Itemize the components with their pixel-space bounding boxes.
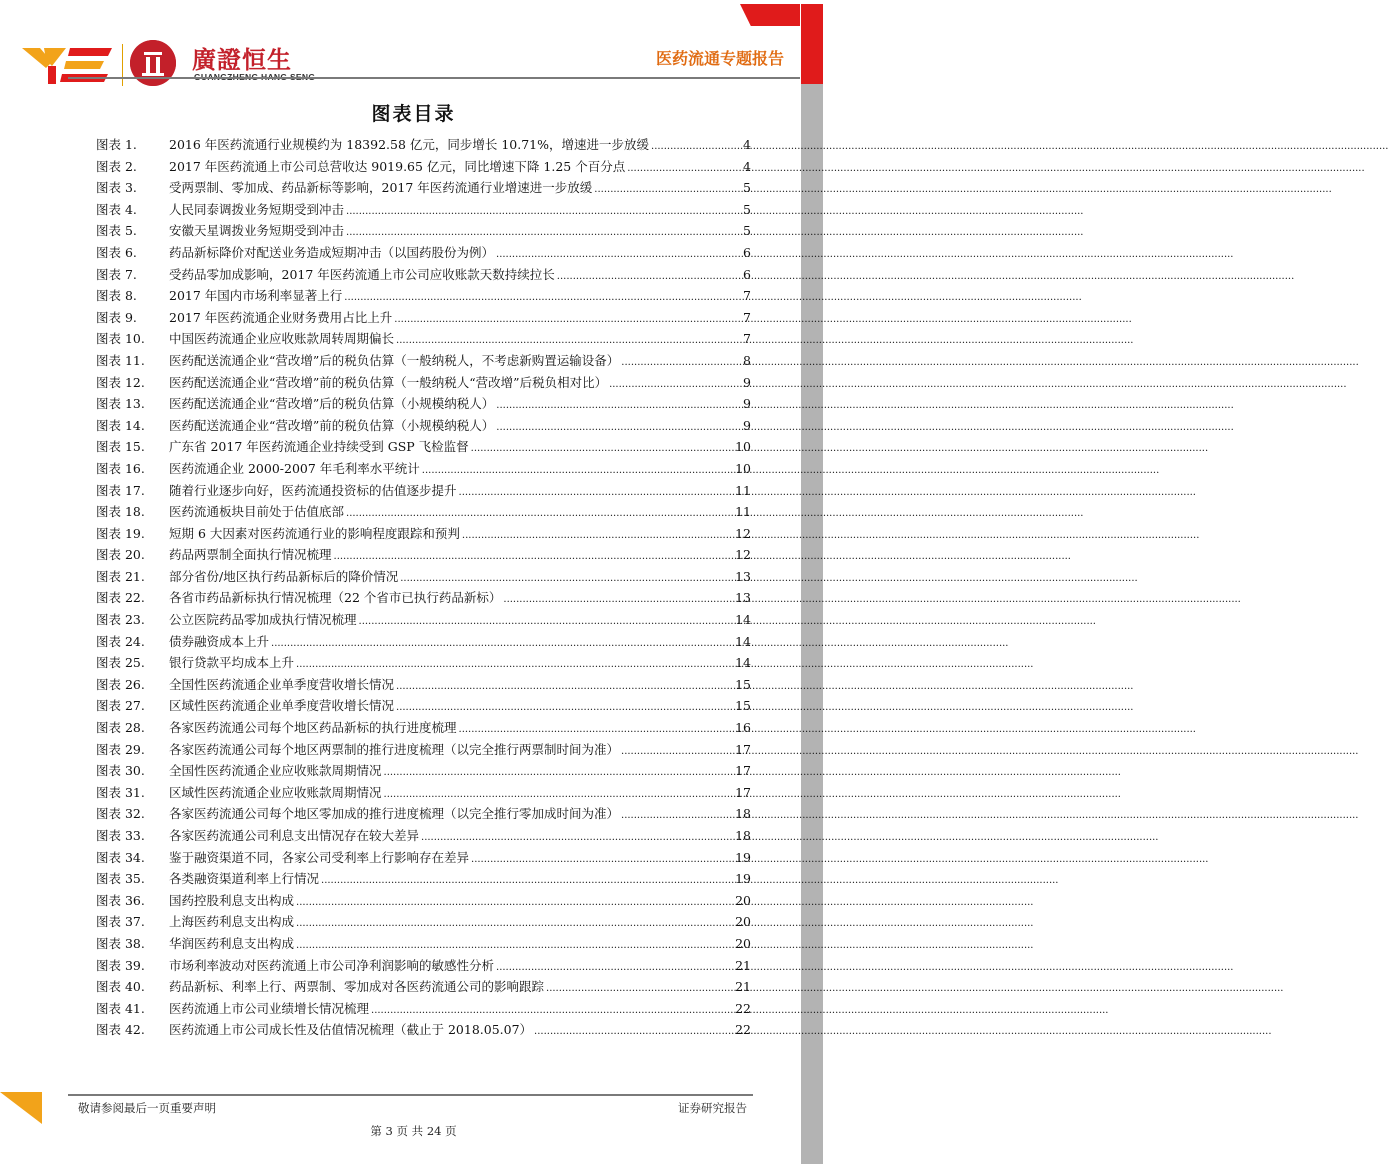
toc-entry-label: 图表 2.: [96, 158, 137, 174]
toc-entry-page: 5: [743, 223, 751, 239]
toc-entry-text: 医药配送流通企业“营改增”后的税负估算（小规模纳税人）: [169, 396, 495, 412]
toc-entry-leader: [534, 1019, 733, 1043]
toc-entry-text: 中国医药流通企业应收账款周转周期偏长: [169, 331, 395, 347]
toc-entry-label: 图表 41.: [96, 1000, 145, 1016]
toc-entry-leader: [496, 393, 739, 417]
toc-entry-label: 图表 37.: [96, 914, 145, 930]
toc-entry-label: 图表 16.: [96, 460, 145, 476]
page-title: 图表目录: [371, 103, 456, 125]
toc-entry-leader: [296, 911, 733, 935]
toc-entry-text: 国药控股利息支出构成: [169, 892, 295, 908]
toc-entry-label: 图表 8.: [96, 288, 137, 304]
toc-entry-text: 药品新标、利率上行、两票制、零加成对各医药流通公司的影响跟踪: [169, 979, 545, 995]
toc-entry-page: 12: [735, 525, 751, 541]
toc-entry-text: 药品新标降价对配送业务造成短期冲击（以国药股份为例）: [169, 244, 495, 260]
toc-entry-leader: [346, 199, 739, 223]
toc-entry-leader: [459, 717, 734, 741]
toc-entry-text: 债券融资成本上升: [169, 633, 270, 649]
toc-entry[interactable]: [96, 998, 751, 1020]
toc-entry-label: 图表 25.: [96, 655, 145, 671]
toc-entry-label: 图表 14.: [96, 417, 145, 433]
toc-entry-leader: [462, 523, 733, 547]
toc-entry-page: 7: [743, 288, 751, 304]
toc-entry[interactable]: [96, 220, 751, 242]
toc-entry[interactable]: [96, 199, 751, 221]
toc-entry-leader: [296, 652, 733, 676]
toc-entry-leader: [296, 933, 733, 957]
toc-entry[interactable]: [96, 242, 751, 264]
toc-entry-leader: [271, 631, 733, 655]
toc-entry-leader: [503, 587, 733, 611]
toc-entry-page: 4: [743, 158, 751, 174]
toc-entry-page: 18: [735, 828, 751, 843]
toc-entry-leader: [422, 458, 733, 482]
toc-entry-leader: [471, 436, 733, 460]
yf-logo-icon: [22, 44, 114, 86]
toc-entry-page: 5: [743, 180, 751, 196]
toc-entry-label: 图表 26.: [96, 676, 145, 692]
toc-entry-page: 17: [735, 784, 751, 800]
toc-entry[interactable]: [96, 933, 751, 955]
toc-entry-label: 图表 30.: [96, 763, 145, 779]
toc-entry-label: 图表 23.: [96, 612, 145, 628]
toc-entry-text: 受药品零加成影响，2017 年医药流通上市公司应收账款天数持续拉长: [169, 266, 555, 282]
toc-entry[interactable]: [96, 825, 751, 847]
toc-entry-page: 9: [743, 417, 751, 433]
toc-entry-label: 图表 1.: [96, 137, 137, 152]
toc-entry-text: 受两票制、零加成、药品新标等影响，2017 年医药流通行业增速进一步放缓: [169, 180, 593, 196]
report-type-title: 医药流通专题报告: [655, 49, 784, 68]
toc-entry-leader: [384, 760, 734, 784]
header-accent-bar: [801, 4, 823, 84]
toc-entry[interactable]: [96, 156, 751, 178]
toc-entry-page: 7: [743, 309, 751, 325]
toc-entry-text: 区域性医药流通企业单季度营收增长情况: [169, 698, 395, 714]
toc-entry-page: 20: [735, 914, 751, 930]
toc-entry-page: 14: [735, 633, 751, 649]
toc-entry[interactable]: [96, 976, 751, 998]
toc-entry[interactable]: [96, 415, 751, 437]
toc-entry-label: 图表 35.: [96, 871, 145, 887]
toc-entry[interactable]: [96, 760, 751, 782]
toc-entry[interactable]: [96, 458, 751, 480]
toc-entry-page: 15: [735, 698, 751, 714]
toc-entry[interactable]: [96, 372, 751, 394]
toc-entry-label: 图表 28.: [96, 720, 145, 736]
toc-entry-leader: [321, 868, 733, 892]
toc-entry[interactable]: [96, 587, 751, 609]
toc-entry-leader: [496, 955, 733, 979]
toc-entry-label: 图表 36.: [96, 892, 145, 908]
toc-entry-text: 鉴于融资渠道不同，各家公司受利率上行影响存在差异: [169, 849, 470, 865]
toc-entry-label: 图表 17.: [96, 482, 145, 498]
toc-entry-text: 医药流通上市公司成长性及估值情况梳理（截止于 2018.05.07）: [169, 1022, 533, 1038]
toc-entry-leader: [621, 803, 733, 827]
toc-entry-page: 5: [743, 201, 751, 217]
toc-entry-label: 图表 20.: [96, 547, 145, 563]
toc-entry-text: 药品两票制全面执行情况梳理: [169, 547, 332, 563]
toc-entry[interactable]: [96, 393, 751, 415]
toc-entry[interactable]: [96, 350, 751, 372]
toc-entry-leader: [621, 350, 739, 374]
toc-entry-text: 医药流通板块目前处于估值底部: [169, 504, 345, 520]
toc-entry[interactable]: [96, 177, 751, 199]
logo-divider: [122, 44, 123, 86]
toc-entry-leader: [459, 480, 734, 504]
toc-entry-leader: [557, 264, 739, 288]
toc-entry-text: 医药流通企业 2000-2007 年毛利率水平统计: [169, 460, 420, 476]
toc-entry-page: 22: [735, 1022, 751, 1038]
toc-entry-label: 图表 6.: [96, 244, 137, 260]
toc-entry-label: 图表 18.: [96, 504, 145, 520]
toc-entry-leader: [546, 976, 733, 1000]
toc-entry-page: 9: [743, 396, 751, 412]
toc-entry-text: 各类融资渠道利率上行情况: [169, 871, 320, 887]
toc-entry-leader: [621, 739, 733, 763]
header-corner-tag: [740, 4, 800, 26]
company-logo: [22, 40, 292, 92]
toc-entry-text: 短期 6 大因素对医药流通行业的影响程度跟踪和预判: [169, 525, 460, 541]
toc-entry-page: 22: [735, 1000, 751, 1016]
toc-entry[interactable]: [96, 134, 751, 156]
toc-entry-text: 银行贷款平均成本上升: [169, 655, 295, 671]
toc-entry-text: 全国性医药流通企业应收账款周期情况: [169, 763, 382, 779]
toc-entry-leader: [396, 328, 739, 352]
toc-entry-page: 16: [735, 720, 751, 736]
toc-entry-leader: [371, 998, 733, 1022]
footer-page-number: 第 3 页 共 24 页: [370, 1124, 457, 1138]
toc-entry-page: 20: [735, 935, 751, 951]
footer-divider: [68, 1094, 753, 1096]
toc-entry-label: 图表 7.: [96, 266, 137, 282]
toc-entry-leader: [346, 501, 733, 525]
toc-entry-label: 图表 3.: [96, 180, 137, 196]
toc-entry-text: 全国性医药流通企业单季度营收增长情况: [169, 676, 395, 692]
toc-entry-leader: [346, 220, 739, 244]
toc-entry-text: 各家医药流通公司利息支出情况存在较大差异: [169, 828, 420, 843]
toc-entry-leader: [296, 890, 733, 914]
toc-entry-page: 14: [735, 612, 751, 628]
toc-entry-label: 图表 21.: [96, 568, 145, 584]
toc-entry-text: 各家医药流通公司每个地区药品新标的执行进度梳理: [169, 720, 457, 736]
toc-entry-label: 图表 4.: [96, 201, 137, 217]
toc-entry-leader: [594, 177, 739, 201]
toc-entry-leader: [400, 566, 733, 590]
toc-entry-page: 17: [735, 763, 751, 779]
toc-entry-page: 10: [735, 460, 751, 476]
toc-entry-text: 医药流通上市公司业绩增长情况梳理: [169, 1000, 370, 1016]
toc-entry-page: 21: [735, 979, 751, 995]
toc-entry[interactable]: [96, 803, 751, 825]
toc-entry-page: 19: [735, 849, 751, 865]
toc-entry-label: 图表 32.: [96, 806, 145, 822]
toc-entry-page: 21: [735, 957, 751, 973]
toc-entry-text: 2017 年医药流通企业财务费用占比上升: [169, 309, 393, 325]
toc-entry-text: 2017 年医药流通上市公司总营收达 9019.65 亿元，同比增速下降 1.25 个百分点: [169, 158, 626, 174]
toc-entry-text: 各省市药品新标执行情况梳理（22 个省市已执行药品新标）: [169, 590, 502, 606]
toc-entry-text: 随着行业逐步向好，医药流通投资标的估值逐步提升: [169, 482, 457, 498]
toc-entry-leader: [396, 695, 733, 719]
toc-entry[interactable]: [96, 782, 751, 804]
toc-entry[interactable]: [96, 480, 751, 502]
toc-entry-leader: [496, 415, 739, 439]
toc-entry-text: 市场利率波动对医药流通上市公司净利润影响的敏感性分析: [169, 957, 495, 973]
toc-entry-leader: [609, 372, 739, 396]
toc-entry-page: 12: [735, 547, 751, 563]
toc-entry[interactable]: [96, 631, 751, 653]
toc-entry[interactable]: [96, 328, 751, 350]
toc-entry-page: 13: [735, 590, 751, 606]
toc-entry[interactable]: [96, 264, 751, 286]
toc-entry-text: 2017 年国内市场利率显著上行: [169, 288, 343, 304]
toc-entry-leader: [394, 307, 739, 331]
toc-entry-leader: [496, 242, 739, 266]
toc-entry-label: 图表 5.: [96, 223, 137, 239]
toc-entry[interactable]: [96, 739, 751, 761]
toc-entry[interactable]: [96, 501, 751, 523]
toc-entry-text: 各家医药流通公司每个地区两票制的推行进度梳理（以完全推行两票制时间为准）: [169, 741, 620, 757]
toc-entry[interactable]: [96, 868, 751, 890]
header-divider: [68, 77, 800, 79]
toc-entry[interactable]: [96, 652, 751, 674]
toc-entry-page: 7: [743, 331, 751, 347]
toc-entry-label: 图表 24.: [96, 633, 145, 649]
toc-entry[interactable]: [96, 911, 751, 933]
toc-entry-label: 图表 19.: [96, 525, 145, 541]
toc-entry-leader: [627, 156, 739, 180]
toc-entry[interactable]: [96, 523, 751, 545]
toc-entry-label: 图表 13.: [96, 396, 145, 412]
toc-entry-leader: [384, 782, 734, 806]
toc-entry[interactable]: [96, 695, 751, 717]
toc-entry-text: 2016 年医药流通行业规模约为 18392.58 亿元，同步增长 10.71%，增速进一步放缓: [169, 137, 650, 152]
toc-entry[interactable]: [96, 890, 751, 912]
toc-entry[interactable]: [96, 674, 751, 696]
footer-corner-triangle: [0, 1092, 42, 1124]
toc-entry[interactable]: [96, 609, 751, 631]
toc-entry-text: 人民同泰调拨业务短期受到冲击: [169, 201, 345, 217]
toc-entry-page: 14: [735, 655, 751, 671]
toc-entry-page: 17: [735, 741, 751, 757]
toc-entry-page: 6: [743, 266, 751, 282]
toc-entry-label: 图表 34.: [96, 849, 145, 865]
toc-entry-page: 10: [735, 439, 751, 455]
toc-entry-page: 6: [743, 244, 751, 260]
toc-entry-label: 图表 31.: [96, 784, 145, 800]
toc-entry-label: 图表 42.: [96, 1022, 145, 1038]
toc-entry-page: 13: [735, 568, 751, 584]
toc-entry-page: 9: [743, 374, 751, 390]
toc-entry-text: 各家医药流通公司每个地区零加成的推行进度梳理（以完全推行零加成时间为准）: [169, 806, 620, 822]
toc-entry-page: 8: [743, 352, 751, 368]
toc-entry-page: 15: [735, 676, 751, 692]
toc-entry-text: 华润医药利息支出构成: [169, 935, 295, 951]
toc-entry-label: 图表 40.: [96, 979, 145, 995]
toc-entry[interactable]: [96, 1019, 751, 1041]
toc-entry-text: 部分省份/地区执行药品新标后的降价情况: [169, 568, 399, 584]
footer-disclaimer: 敬请参阅最后一页重要声明: [78, 1101, 216, 1115]
toc-entry[interactable]: [96, 436, 751, 458]
toc-entry[interactable]: [96, 955, 751, 977]
toc-entry-text: 医药配送流通企业“营改增”前的税负估算（一般纳税人“营改增”后税负相对比）: [169, 374, 608, 390]
toc-entry-text: 医药配送流通企业“营改增”前的税负估算（小规模纳税人）: [169, 417, 495, 433]
toc-entry[interactable]: [96, 717, 751, 739]
toc-entry-page: 18: [735, 806, 751, 822]
toc-entry-label: 图表 27.: [96, 698, 145, 714]
toc-entry-page: 11: [735, 482, 751, 498]
seal-logo-icon: [130, 40, 176, 86]
toc-entry[interactable]: [96, 847, 751, 869]
toc-entry-text: 安徽天星调拨业务短期受到冲击: [169, 223, 345, 239]
table-of-figures: [96, 134, 751, 1041]
toc-entry-leader: [396, 674, 733, 698]
toc-entry-label: 图表 38.: [96, 935, 145, 951]
toc-entry-label: 图表 9.: [96, 309, 137, 325]
toc-entry-page: 20: [735, 892, 751, 908]
toc-entry-label: 图表 11.: [96, 352, 145, 368]
toc-entry-leader: [359, 609, 734, 633]
toc-entry[interactable]: [96, 544, 751, 566]
toc-entry-leader: [471, 847, 733, 871]
toc-entry-text: 医药配送流通企业“营改增”后的税负估算（一般纳税人，不考虑新购置运输设备）: [169, 352, 620, 368]
toc-entry-leader: [334, 544, 734, 568]
toc-entry-leader: [344, 285, 739, 309]
toc-entry-text: 公立医院药品零加成执行情况梳理: [169, 612, 357, 628]
logo-chinese-name: 廣證恒生: [192, 46, 292, 74]
toc-entry-page: 11: [735, 504, 751, 520]
toc-entry-leader: [421, 825, 733, 849]
toc-entry-label: 图表 12.: [96, 374, 145, 390]
toc-entry-label: 图表 15.: [96, 439, 145, 455]
toc-entry-leader: [651, 134, 739, 158]
toc-entry-text: 广东省 2017 年医药流通企业持续受到 GSP 飞检监督: [169, 439, 469, 455]
toc-entry-label: 图表 22.: [96, 590, 145, 606]
toc-entry-text: 上海医药利息支出构成: [169, 914, 295, 930]
toc-entry-label: 图表 33.: [96, 828, 145, 843]
toc-entry[interactable]: [96, 566, 751, 588]
toc-entry[interactable]: [96, 285, 751, 307]
toc-entry-page: 4: [743, 137, 751, 152]
footer-doc-type: 证券研究报告: [678, 1101, 747, 1115]
toc-entry-page: 19: [735, 871, 751, 887]
toc-entry-text: 区域性医药流通企业应收账款周期情况: [169, 784, 382, 800]
toc-entry-label: 图表 10.: [96, 331, 145, 347]
toc-entry-label: 图表 29.: [96, 741, 145, 757]
toc-entry[interactable]: [96, 307, 751, 329]
toc-entry-label: 图表 39.: [96, 957, 145, 973]
